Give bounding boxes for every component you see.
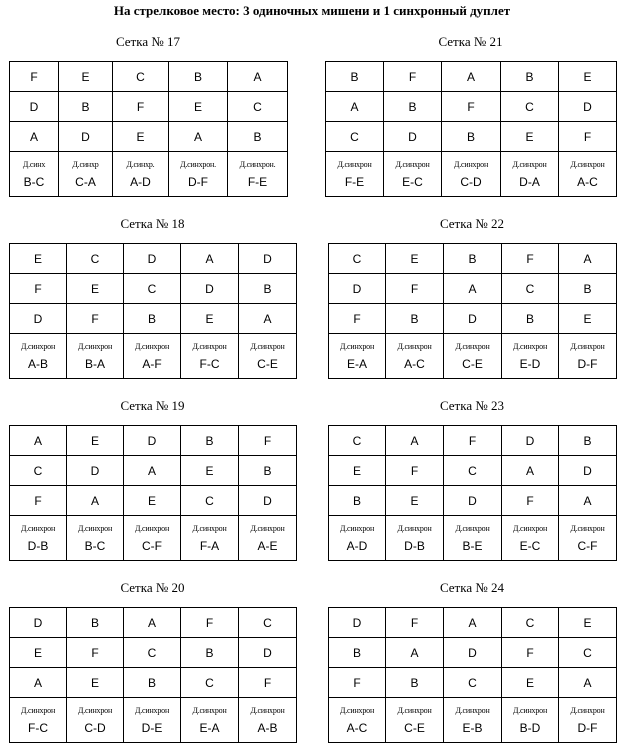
target-cell: E: [501, 122, 559, 152]
target-cell: C: [124, 638, 181, 668]
duplet-cell: [329, 334, 386, 379]
target-cell: D: [10, 92, 59, 122]
target-cell: B: [326, 62, 384, 92]
target-cell: E: [169, 92, 228, 122]
duplet-value: C-F: [577, 539, 598, 553]
duplet-cell: [329, 698, 386, 743]
duplet-label: Д.синхрон: [570, 160, 605, 169]
duplet-cell: [10, 698, 67, 743]
target-grid-table: [325, 61, 617, 197]
duplet-value: E-C: [402, 175, 423, 189]
target-cell: A: [228, 62, 288, 92]
duplet-value: D-A: [519, 175, 540, 189]
duplet-value: D-F: [188, 175, 208, 189]
duplet-label: Д.синхрон: [250, 706, 285, 715]
duplet-value: A-E: [257, 539, 278, 553]
target-cell: E: [559, 62, 617, 92]
target-cell: C: [113, 62, 169, 92]
duplet-label: Д.синхрон: [395, 160, 430, 169]
target-cell: F: [559, 122, 617, 152]
target-cell: C: [329, 244, 386, 274]
target-grid-table: [9, 425, 297, 561]
duplet-value: F-A: [199, 539, 220, 553]
target-cell: B: [329, 638, 386, 668]
target-cell: F: [442, 92, 501, 122]
duplet-label: Д.синхрон: [512, 706, 548, 715]
duplet-value: C-D: [460, 175, 482, 189]
target-cell: F: [386, 274, 444, 304]
duplet-value: D-B: [27, 539, 49, 553]
duplet-label: Д.синхрон: [134, 524, 170, 533]
target-cell: B: [329, 486, 386, 516]
grid-row: [10, 668, 297, 698]
duplet-cell: [228, 152, 288, 197]
target-grid-table: [9, 243, 297, 379]
target-cell: A: [559, 668, 617, 698]
duplet-cell: [10, 334, 67, 379]
target-cell: E: [67, 274, 124, 304]
target-cell: B: [181, 426, 239, 456]
duplet-value: B-C: [23, 175, 45, 189]
duplet-label: Д.синхрон: [512, 342, 548, 351]
target-cell: F: [502, 486, 559, 516]
duplet-cell: [326, 152, 384, 197]
grid-row: [326, 122, 617, 152]
duplet-cell: [239, 516, 297, 561]
duplet-label: Д.синхрон: [570, 706, 605, 715]
duplet-label: Д.синхрон: [20, 342, 56, 351]
duplet-value: F-C: [28, 721, 48, 735]
duplet-value: D-E: [141, 721, 163, 735]
duplet-cell: [10, 516, 67, 561]
grid-row: [10, 638, 297, 668]
duplet-value: A-B: [27, 357, 48, 371]
target-cell: F: [384, 62, 442, 92]
duplet-value: E-C: [519, 539, 541, 553]
target-cell: A: [124, 608, 181, 638]
duplet-value: E-D: [519, 357, 541, 371]
duplet-value: A-C: [346, 721, 368, 735]
duplet-label: Д.синхрон: [339, 524, 375, 533]
duplet-row: [326, 152, 617, 197]
grid-title: Сетка № 17: [115, 34, 181, 49]
target-cell: B: [181, 638, 239, 668]
target-cell: B: [559, 426, 617, 456]
target-cell: B: [124, 668, 181, 698]
grid-row: [329, 608, 617, 638]
target-grid-table: [9, 607, 297, 743]
target-cell: D: [329, 274, 386, 304]
target-cell: C: [559, 638, 617, 668]
duplet-value: A-F: [142, 357, 162, 371]
target-cell: E: [386, 244, 444, 274]
grid-row: [326, 92, 617, 122]
target-cell: D: [10, 304, 67, 334]
grid-row: [10, 122, 288, 152]
duplet-cell: [124, 334, 181, 379]
target-grid-table: [328, 243, 617, 379]
duplet-cell: [181, 334, 239, 379]
grid-title: Сетка № 19: [120, 398, 185, 413]
target-cell: B: [502, 304, 559, 334]
target-grid-table: [9, 61, 288, 197]
duplet-row: [329, 516, 617, 561]
duplet-cell: [559, 698, 617, 743]
target-cell: D: [124, 426, 181, 456]
target-cell: B: [559, 274, 617, 304]
duplet-value: B-D: [519, 721, 541, 735]
target-cell: C: [181, 668, 239, 698]
target-cell: F: [67, 304, 124, 334]
duplet-label: Д.синхрон: [250, 342, 285, 351]
target-grid-table: [328, 607, 617, 743]
grid-row: [329, 244, 617, 274]
target-cell: B: [124, 304, 181, 334]
target-cell: F: [444, 426, 502, 456]
grid-row: [10, 92, 288, 122]
target-cell: A: [559, 244, 617, 274]
duplet-cell: [444, 698, 502, 743]
duplet-cell: [559, 152, 617, 197]
target-cell: C: [124, 274, 181, 304]
duplet-cell: [59, 152, 113, 197]
duplet-label: Д.синхрон: [570, 342, 605, 351]
target-cell: A: [10, 668, 67, 698]
target-cell: E: [329, 456, 386, 486]
target-cell: D: [329, 608, 386, 638]
duplet-label: Д.синхрон: [397, 706, 432, 715]
grid-title: Сетка № 21: [438, 34, 503, 49]
duplet-label: Д.синхрон: [397, 342, 432, 351]
target-cell: C: [502, 608, 559, 638]
duplet-value: C-E: [257, 357, 278, 371]
duplet-label: Д.синхрон: [192, 706, 227, 715]
duplet-row: [10, 334, 297, 379]
duplet-cell: [444, 516, 502, 561]
target-cell: E: [67, 668, 124, 698]
target-cell: B: [67, 608, 124, 638]
target-cell: F: [239, 668, 297, 698]
target-cell: A: [10, 122, 59, 152]
grid-row: [329, 486, 617, 516]
duplet-label: Д.синхрон: [339, 706, 375, 715]
duplet-cell: [67, 698, 124, 743]
target-cell: A: [386, 638, 444, 668]
target-cell: A: [181, 244, 239, 274]
duplet-value: E-A: [199, 721, 220, 735]
duplet-value: C-E: [462, 357, 483, 371]
grid-row: [10, 304, 297, 334]
duplet-label: Д.синхрон: [570, 524, 605, 533]
duplet-cell: [386, 334, 444, 379]
duplet-label: Д.синхрон: [512, 160, 547, 169]
target-cell: D: [10, 608, 67, 638]
grid-row: [10, 456, 297, 486]
target-cell: B: [239, 456, 297, 486]
duplet-cell: [181, 698, 239, 743]
duplet-value: C-D: [84, 721, 106, 735]
duplet-row: [10, 516, 297, 561]
duplet-label: Д.синх: [22, 160, 46, 169]
target-cell: B: [59, 92, 113, 122]
target-cell: C: [228, 92, 288, 122]
target-cell: B: [442, 122, 501, 152]
target-cell: E: [67, 426, 124, 456]
grid-row: [329, 456, 617, 486]
duplet-value: D-F: [577, 357, 598, 371]
grid-row: [329, 304, 617, 334]
duplet-value: F-E: [344, 175, 365, 189]
target-cell: A: [502, 456, 559, 486]
duplet-value: F-E: [247, 175, 268, 189]
duplet-cell: [124, 516, 181, 561]
target-cell: E: [386, 486, 444, 516]
target-cell: E: [10, 638, 67, 668]
target-cell: D: [59, 122, 113, 152]
target-cell: C: [67, 244, 124, 274]
duplet-label: Д.синхрон: [512, 524, 548, 533]
duplet-cell: [67, 516, 124, 561]
target-cell: F: [239, 426, 297, 456]
duplet-cell: [442, 152, 501, 197]
target-cell: E: [559, 608, 617, 638]
grid-row: [10, 486, 297, 516]
grid-row: [10, 426, 297, 456]
target-cell: E: [113, 122, 169, 152]
grid-title: Сетка № 18: [120, 216, 185, 231]
target-cell: C: [181, 486, 239, 516]
duplet-cell: [502, 334, 559, 379]
duplet-value: C-A: [75, 175, 96, 189]
target-cell: D: [181, 274, 239, 304]
target-cell: D: [67, 456, 124, 486]
duplet-label: Д.синхрон: [192, 524, 227, 533]
target-cell: B: [169, 62, 228, 92]
target-cell: C: [326, 122, 384, 152]
duplet-value: E-A: [346, 357, 367, 371]
target-cell: D: [444, 638, 502, 668]
grid-row: [329, 274, 617, 304]
duplet-cell: [501, 152, 559, 197]
target-cell: F: [502, 244, 559, 274]
duplet-label: Д.синхрон: [20, 706, 56, 715]
target-cell: D: [124, 244, 181, 274]
duplet-cell: [444, 334, 502, 379]
duplet-cell: [169, 152, 228, 197]
duplet-label: Д.синхрон: [337, 160, 372, 169]
duplet-cell: [124, 698, 181, 743]
duplet-cell: [559, 334, 617, 379]
target-cell: B: [501, 62, 559, 92]
target-cell: F: [502, 638, 559, 668]
target-cell: A: [442, 62, 501, 92]
target-cell: C: [329, 426, 386, 456]
duplet-value: A-B: [257, 721, 278, 735]
duplet-value: B-C: [84, 539, 106, 553]
target-cell: C: [502, 274, 559, 304]
target-cell: F: [386, 608, 444, 638]
duplet-value: F-C: [199, 357, 220, 371]
target-cell: E: [59, 62, 113, 92]
duplet-value: A-D: [130, 175, 151, 189]
target-cell: A: [124, 456, 181, 486]
target-cell: A: [444, 274, 502, 304]
target-cell: F: [329, 304, 386, 334]
target-cell: F: [113, 92, 169, 122]
target-cell: F: [329, 668, 386, 698]
target-cell: D: [444, 486, 502, 516]
target-cell: F: [386, 456, 444, 486]
duplet-label: Д.синхрон: [192, 342, 227, 351]
target-cell: D: [559, 92, 617, 122]
duplet-label: Д.синхрон: [77, 524, 113, 533]
target-cell: D: [559, 456, 617, 486]
target-grid-table: [328, 425, 617, 561]
target-cell: A: [67, 486, 124, 516]
target-cell: C: [444, 668, 502, 698]
target-cell: B: [386, 668, 444, 698]
target-cell: B: [384, 92, 442, 122]
target-cell: D: [444, 304, 502, 334]
target-cell: A: [10, 426, 67, 456]
grid-title: Сетка № 20: [120, 580, 185, 595]
duplet-row: [329, 698, 617, 743]
duplet-row: [329, 334, 617, 379]
duplet-value: C-F: [142, 539, 162, 553]
duplet-label: Д.синхр: [72, 160, 99, 169]
duplet-cell: [239, 698, 297, 743]
duplet-label: Д.синхрон: [455, 524, 490, 533]
duplet-label: Д.синхрон.: [239, 160, 276, 169]
duplet-label: Д.синхрон: [453, 160, 489, 169]
target-cell: B: [444, 244, 502, 274]
duplet-label: Д.синхр.: [126, 160, 155, 169]
target-cell: A: [326, 92, 384, 122]
target-cell: D: [239, 244, 297, 274]
duplet-label: Д.синхрон.: [180, 160, 216, 169]
duplet-value: B-E: [462, 539, 483, 553]
grid-title: Сетка № 23: [439, 398, 505, 413]
target-cell: E: [181, 456, 239, 486]
target-cell: A: [444, 608, 502, 638]
target-cell: A: [386, 426, 444, 456]
grid-row: [10, 608, 297, 638]
grid-row: [329, 426, 617, 456]
target-cell: A: [559, 486, 617, 516]
target-cell: C: [239, 608, 297, 638]
target-cell: F: [10, 274, 67, 304]
duplet-cell: [239, 334, 297, 379]
duplet-cell: [502, 516, 559, 561]
duplet-label: Д.синхрон: [455, 342, 490, 351]
duplet-label: Д.синхрон: [134, 342, 170, 351]
target-cell: F: [10, 486, 67, 516]
target-cell: A: [169, 122, 228, 152]
target-cell: D: [384, 122, 442, 152]
duplet-value: D-F: [577, 721, 598, 735]
target-cell: D: [502, 426, 559, 456]
target-cell: A: [239, 304, 297, 334]
duplet-cell: [329, 516, 386, 561]
grid-row: [329, 638, 617, 668]
duplet-cell: [67, 334, 124, 379]
duplet-row: [10, 152, 288, 197]
duplet-label: Д.синхрон: [339, 342, 375, 351]
target-cell: C: [444, 456, 502, 486]
grid-row: [329, 668, 617, 698]
duplet-cell: [386, 698, 444, 743]
target-cell: E: [502, 668, 559, 698]
duplet-value: C-E: [404, 721, 425, 735]
grid-row: [10, 244, 297, 274]
target-cell: E: [181, 304, 239, 334]
duplet-value: B-A: [84, 357, 105, 371]
duplet-label: Д.синхрон: [455, 706, 490, 715]
duplet-label: Д.синхрон: [77, 342, 113, 351]
duplet-row: [10, 698, 297, 743]
duplet-cell: [386, 516, 444, 561]
duplet-label: Д.синхрон: [250, 524, 285, 533]
target-cell: C: [501, 92, 559, 122]
grid-title: Сетка № 24: [439, 580, 505, 595]
target-cell: F: [181, 608, 239, 638]
grid-row: [10, 62, 288, 92]
duplet-value: A-C: [577, 175, 598, 189]
duplet-cell: [559, 516, 617, 561]
duplet-label: Д.синхрон: [134, 706, 170, 715]
duplet-label: Д.синхрон: [397, 524, 432, 533]
duplet-value: D-B: [404, 539, 425, 553]
duplet-label: Д.синхрон: [20, 524, 56, 533]
target-cell: F: [10, 62, 59, 92]
target-cell: B: [239, 274, 297, 304]
page-title: На стрелковое место: 3 одиночных мишени и 1 синхронный дуплет: [113, 3, 511, 18]
target-cell: E: [124, 486, 181, 516]
duplet-cell: [384, 152, 442, 197]
duplet-value: A-C: [404, 357, 425, 371]
target-cell: D: [239, 638, 297, 668]
target-cell: F: [67, 638, 124, 668]
target-cell: C: [10, 456, 67, 486]
duplet-cell: [181, 516, 239, 561]
duplet-cell: [502, 698, 559, 743]
duplet-value: E-B: [462, 721, 483, 735]
target-cell: B: [228, 122, 288, 152]
target-cell: B: [386, 304, 444, 334]
grid-row: [326, 62, 617, 92]
grid-row: [10, 274, 297, 304]
grid-title: Сетка № 22: [439, 216, 505, 231]
duplet-cell: [113, 152, 169, 197]
target-cell: E: [559, 304, 617, 334]
target-cell: D: [239, 486, 297, 516]
target-cell: E: [10, 244, 67, 274]
duplet-value: A-D: [346, 539, 368, 553]
duplet-label: Д.синхрон: [77, 706, 113, 715]
duplet-cell: [10, 152, 59, 197]
